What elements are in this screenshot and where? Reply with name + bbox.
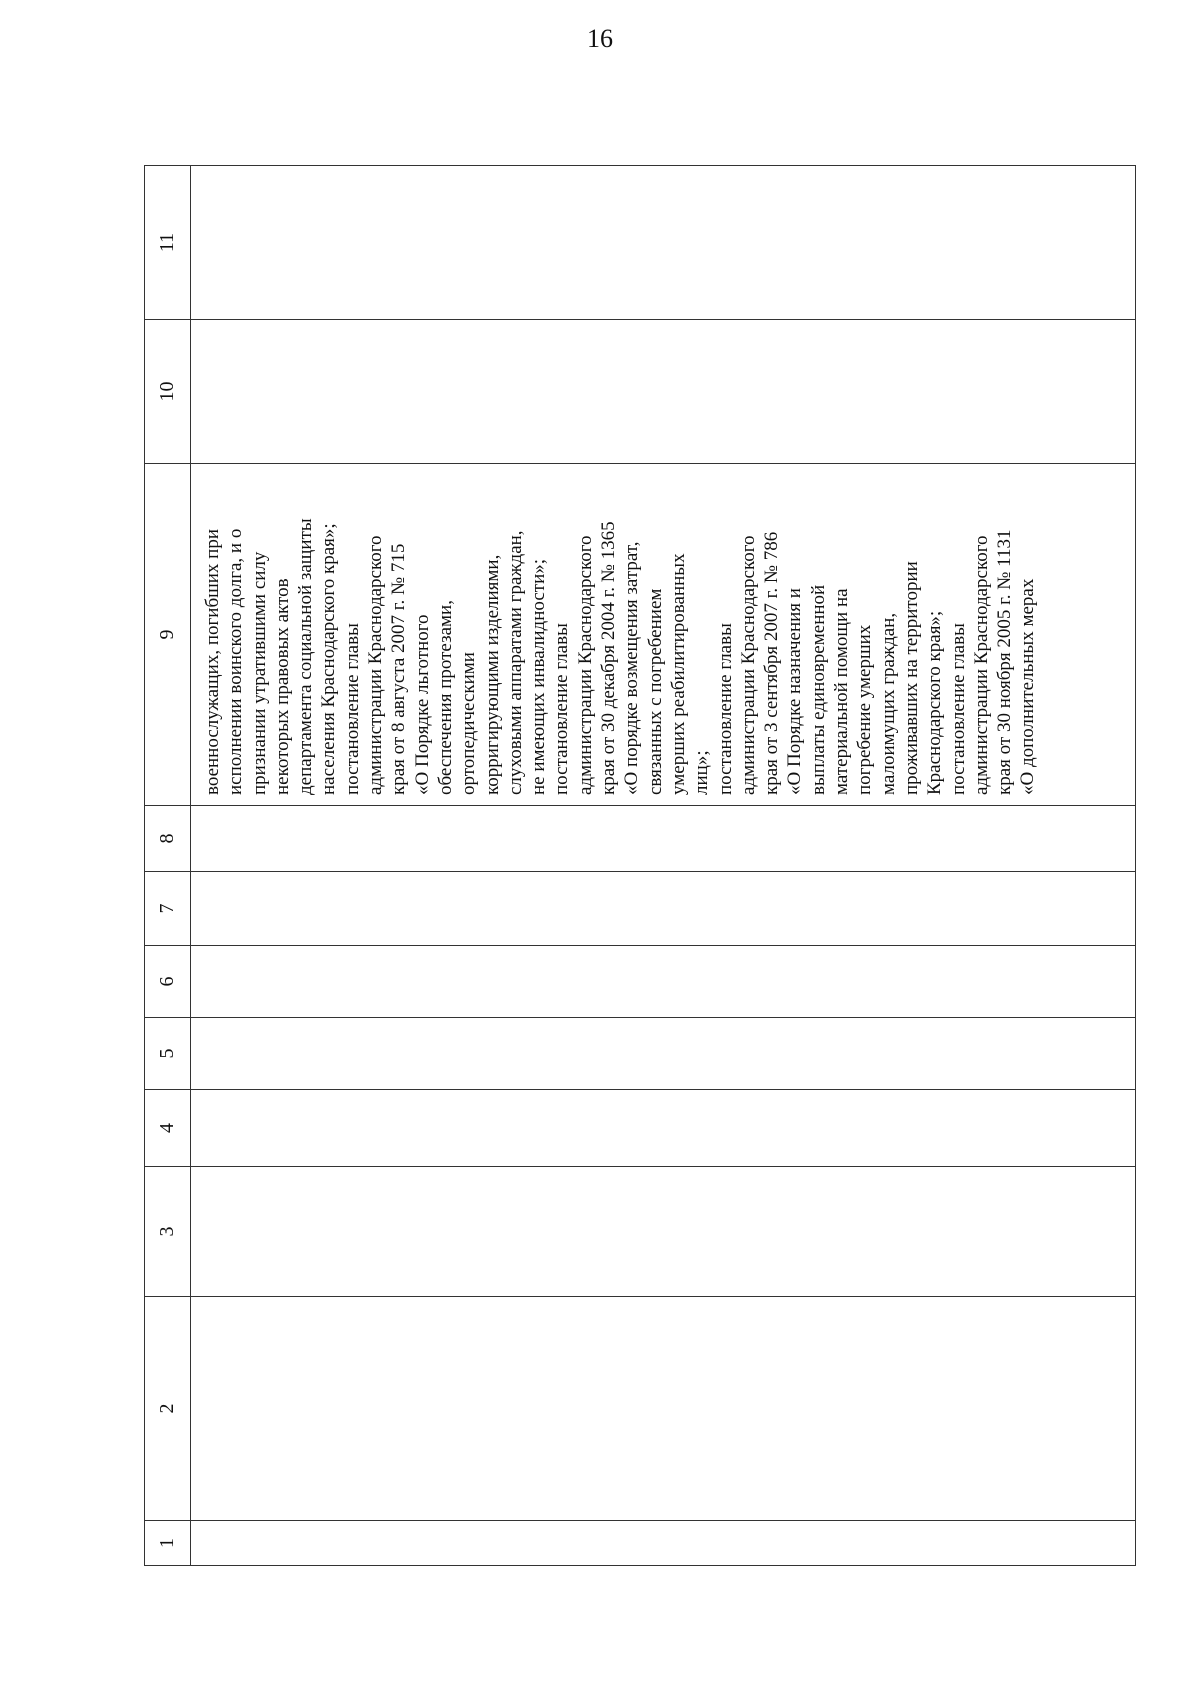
col-header-8: 8: [145, 806, 191, 872]
cell-col-8: [191, 806, 1136, 872]
cell-col-4: [191, 1090, 1136, 1167]
col-header-5: 5: [145, 1018, 191, 1090]
cell-col-9-text: военнослужащих, погибших при исполнении воинского долга, и о признании утратившими силу некоторых правовых актов департамента социальной защиты населения Краснодарского края»; постановление главы администрации Краснодарского края от 8 августа 2007 г. № 715 «О Порядке льготного обеспечения протезами, ортопедическими корригирующими изделиями, слуховыми аппаратами граждан, не имеющих инвалидности»; постановление главы администрации Краснодарского края от 30 декабря 2004 г. № 1365 «О порядке возмещения затрат, связанных с погребением умерших реабилитированных лиц»; постановление главы администрации Краснодарского края от 3 сентября 2007 г. № 786 «О Порядке назначения и выплаты единовременной материальной помощи на погребение умерших малоимущих граждан, проживавших на территории Краснодарского края»; постановление главы администрации Краснодарского края от 30 ноября 2005 г. № 1131 «О дополнительных мерах: [191, 464, 1136, 806]
cell-col-1: [191, 1521, 1136, 1566]
page-number: 16: [587, 24, 613, 53]
col-header-7: 7: [145, 872, 191, 946]
cell-col-2: [191, 1297, 1136, 1521]
col-header-2: 2: [145, 1297, 191, 1521]
col-header-6: 6: [145, 946, 191, 1018]
rotated-table-container: [144, 166, 1136, 1566]
data-table: [144, 165, 1136, 1566]
col-header-1: 1: [145, 1521, 191, 1566]
table-row: [191, 166, 1136, 1566]
col-header-11: 11: [145, 166, 191, 320]
cell-col-3: [191, 1167, 1136, 1297]
cell-col-7: [191, 872, 1136, 946]
col-header-9: 9: [145, 464, 191, 806]
col-header-4: 4: [145, 1090, 191, 1167]
col-header-3: 3: [145, 1167, 191, 1297]
table-header-row: [145, 166, 191, 1566]
col-header-10: 10: [145, 320, 191, 464]
cell-col-11: [191, 166, 1136, 320]
cell-col-6: [191, 946, 1136, 1018]
cell-col-10: [191, 320, 1136, 464]
cell-col-5: [191, 1018, 1136, 1090]
